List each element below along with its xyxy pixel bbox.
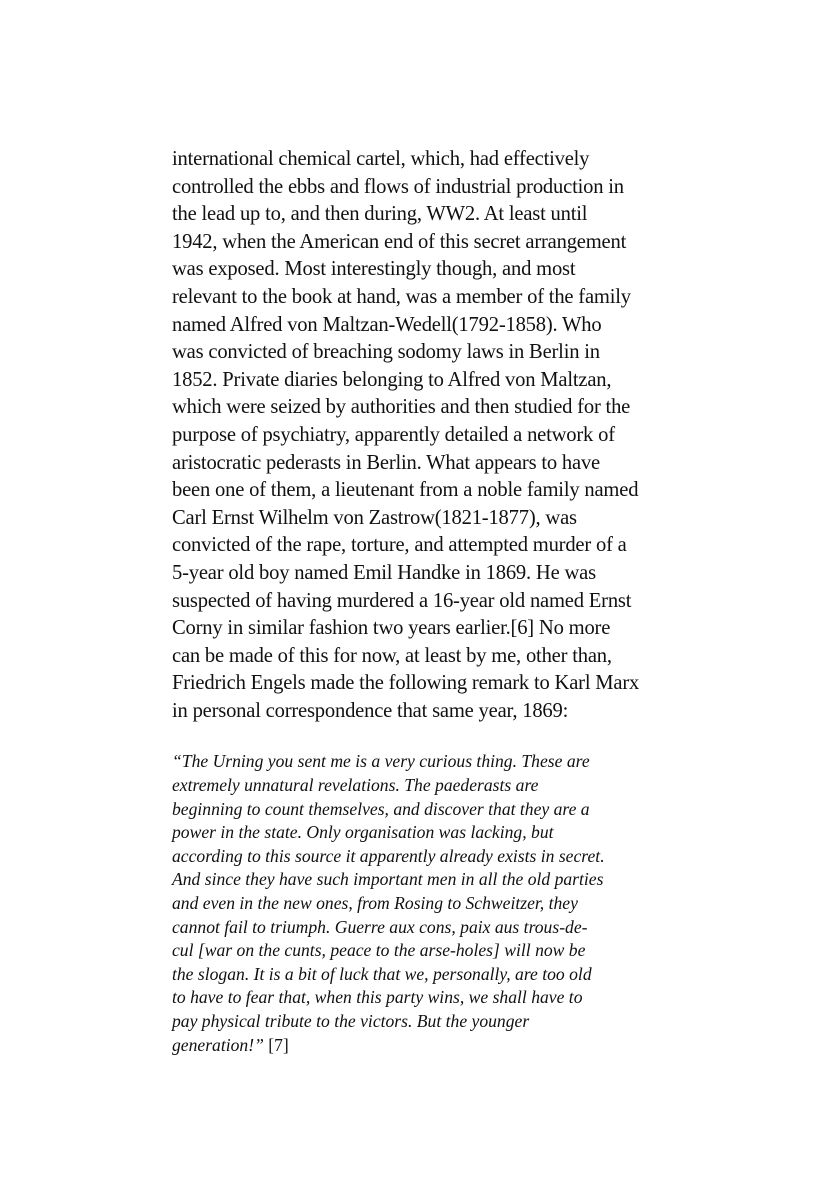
quote-line: according to this source it apparently already exists in secret.: [172, 845, 605, 866]
body-line: in personal correspondence that same year, 1869:: [172, 699, 569, 722]
body-line: purpose of psychiatry, apparently detailed a network of: [172, 423, 615, 446]
quote-last-line: [172, 1034, 652, 1058]
quote-line: beginning to count themselves, and discover that they are a: [172, 798, 590, 819]
body-line: Friedrich Engels made the following remark to Karl Marx: [172, 672, 640, 695]
body-line: the lead up to, and then during, WW2. At least until: [172, 203, 588, 226]
body-line: can be made of this for now, at least by me, other than,: [172, 644, 612, 667]
body-line: suspected of having murdered a 16-year old named Ernst: [172, 589, 632, 612]
body-line: which were seized by authorities and then studied for the: [172, 396, 631, 419]
quote-line: extremely unnatural revelations. The paederasts are: [172, 775, 539, 796]
body-line: convicted of the rape, torture, and attempted murder of a: [172, 534, 627, 557]
body-line: named Alfred von Maltzan-Wedell(1792-1858). Who: [172, 313, 602, 336]
quote-line: power in the state. Only organisation was lacking, but: [172, 822, 554, 843]
body-line: aristocratic pederasts in Berlin. What appears to have: [172, 451, 600, 474]
body-line: 5-year old boy named Emil Handke in 1869. He was: [172, 561, 596, 584]
quote-line: and even in the new ones, from Rosing to Schweitzer, they: [172, 893, 578, 914]
body-line: was exposed. Most interestingly though, and most: [172, 258, 576, 281]
body-line: was convicted of breaching sodomy laws in Berlin in: [172, 341, 600, 364]
quote-line: the slogan. It is a bit of luck that we, personally, are too old: [172, 963, 592, 984]
body-line: controlled the ebbs and flows of industrial production in: [172, 175, 624, 198]
quote-line: cul [war on the cunts, peace to the arse-holes] will now be: [172, 940, 586, 961]
body-line: relevant to the book at hand, was a member of the family: [172, 285, 631, 308]
body-line: international chemical cartel, which, had effectively: [172, 148, 590, 170]
body-line: Corny in similar fashion two years earlier.[6] No more: [172, 617, 611, 640]
body-line: been one of them, a lieutenant from a noble family named: [172, 479, 639, 502]
footnote-reference: [7]: [263, 1034, 289, 1055]
body-line: 1852. Private diaries belonging to Alfred von Maltzan,: [172, 368, 612, 391]
quote-line: “The Urning you sent me is a very curious thing. These are: [172, 751, 590, 772]
quote-line: And since they have such important men in all the old parties: [172, 869, 604, 890]
quote-last-text: generation!”: [172, 1034, 264, 1055]
document-page: [172, 146, 652, 1057]
body-paragraph: [172, 146, 652, 725]
body-line: Carl Ernst Wilhelm von Zastrow(1821-1877), was: [172, 506, 577, 529]
block-quote: [172, 750, 652, 1057]
quote-line: pay physical tribute to the victors. But the younger: [172, 1011, 530, 1031]
quote-line: to have to fear that, when this party wins, we shall have to: [172, 987, 583, 1008]
quote-line: cannot fail to triumph. Guerre aux cons, paix aus trous-de-: [172, 916, 588, 937]
body-line: 1942, when the American end of this secret arrangement: [172, 230, 627, 253]
